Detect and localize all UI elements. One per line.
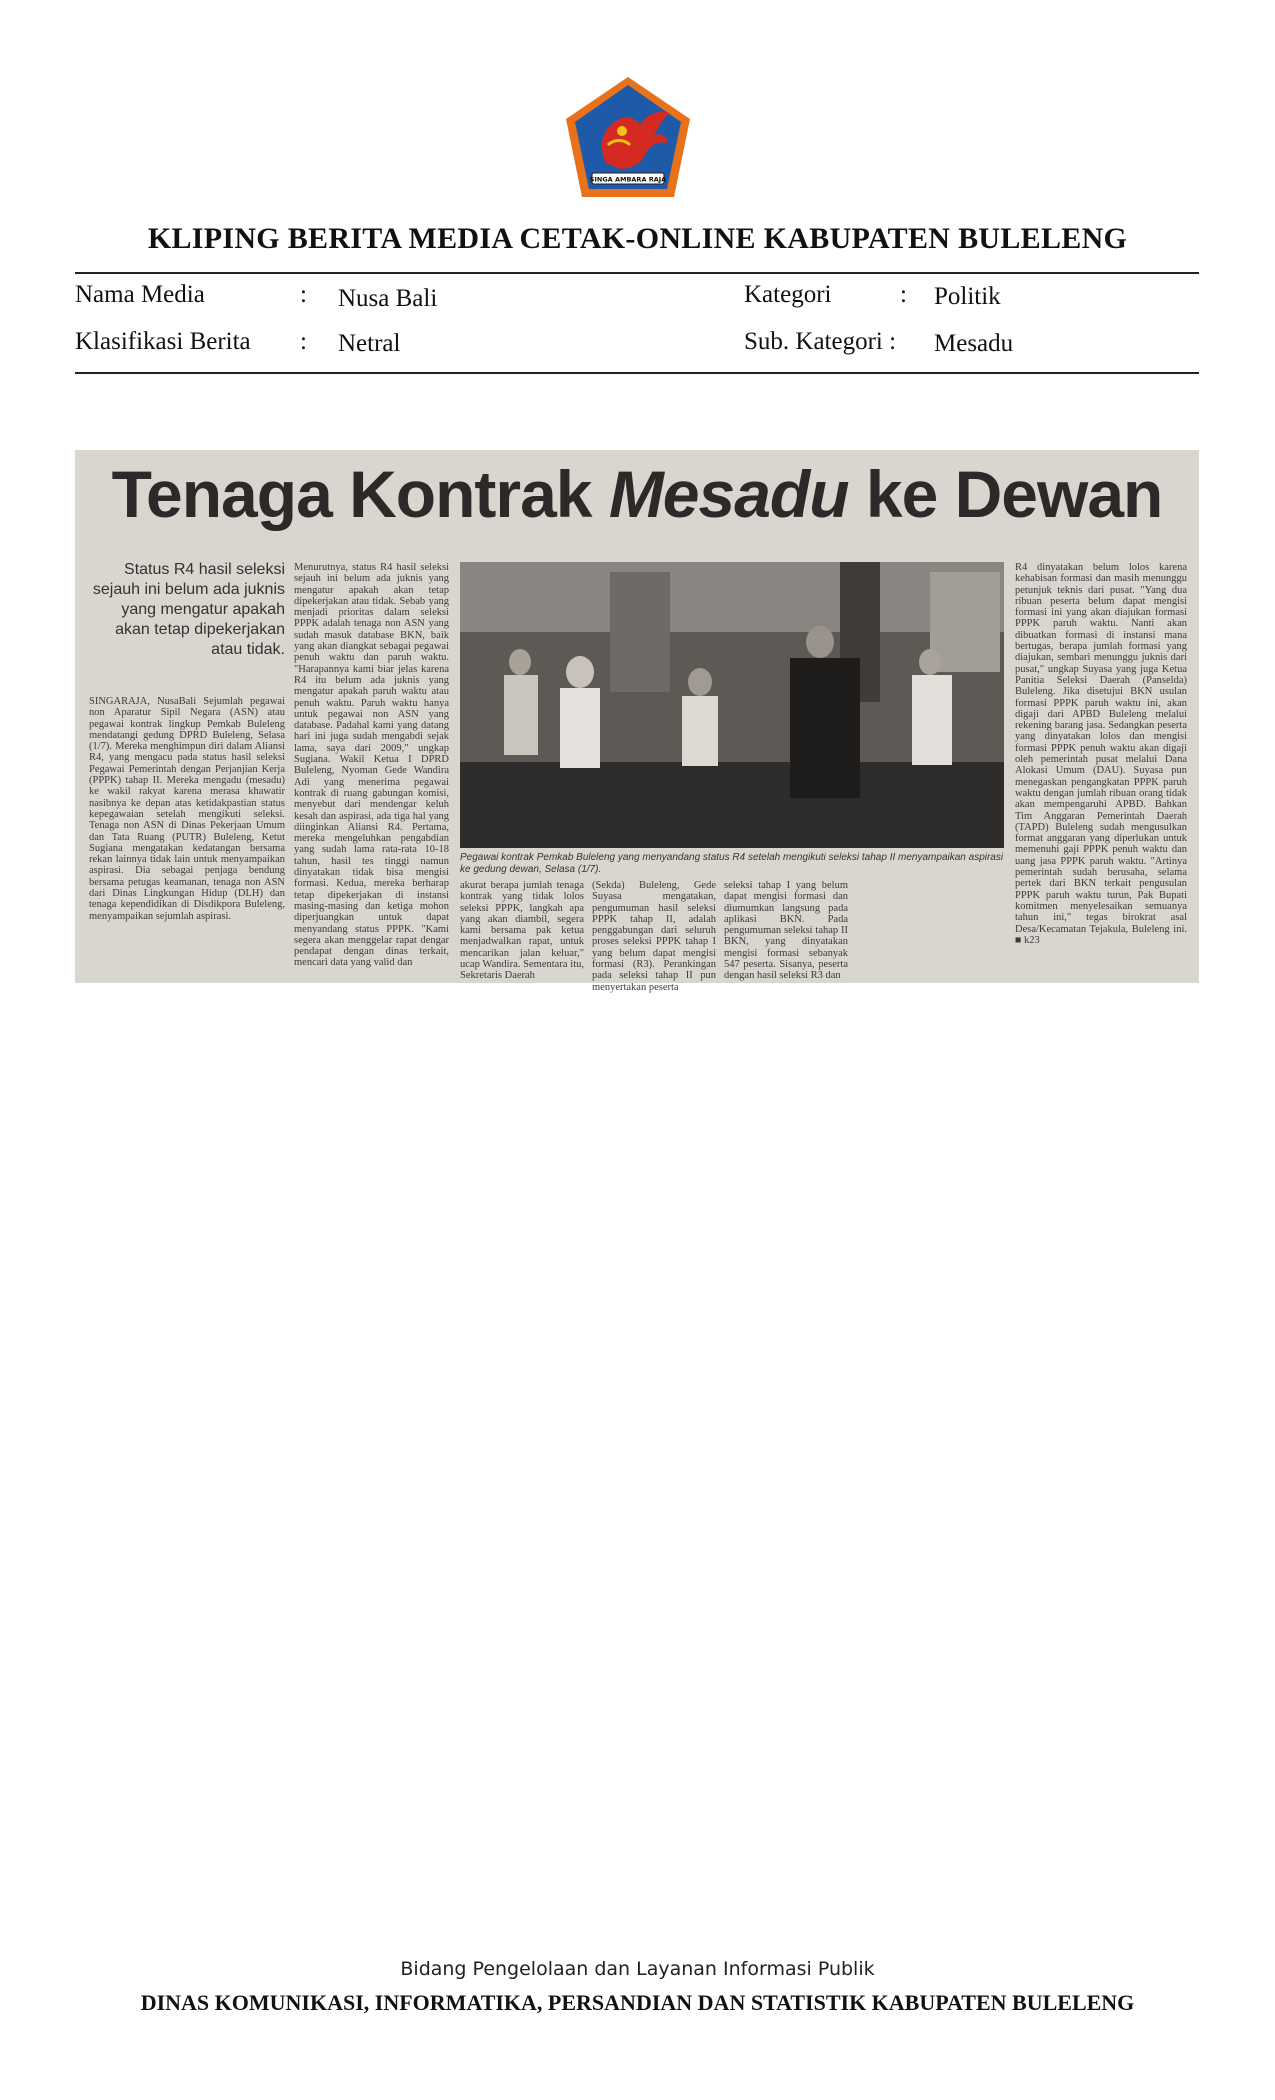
kategori-label: Kategori: [744, 281, 832, 308]
article-lede: Status R4 hasil seleksi sejauh ini belum ada juknis yang mengatur apakah akan tetap dipekerjakan atau tidak.: [92, 561, 285, 658]
footer-department: Bidang Pengelolaan dan Layanan Informasi Publik: [400, 1958, 875, 1980]
newspaper-clipping: [75, 450, 1199, 993]
divider-top: [75, 272, 1199, 274]
footer-agency: DINAS KOMUNIKASI, INFORMATIKA, PERSANDIAN DAN STATISTIK KABUPATEN BULELENG: [140, 1990, 1135, 2015]
divider-bottom: [75, 372, 1199, 374]
colon: :: [900, 281, 907, 308]
sub-kategori-value: Mesadu: [934, 330, 1014, 357]
sub-kategori-label: Sub. Kategori :: [744, 328, 897, 355]
article-column-5: seleksi tahap I yang belum dapat mengisi formasi dan diumumkan langsung pada aplikasi BKN. Pada pengumuman seleksi tahap II BKN, yang dinyatakan mengisi formasi sebanyak 547 peserta. Sisanya, peserta dengan hasil seleksi R3 dan: [724, 880, 848, 982]
article-column-2: Menurutnya, status R4 hasil seleksi sejauh ini belum ada juknis yang mengatur apakah akan tetap dipekerjakan atau tidak. Sebab yang menjadi prioritas dalam seleksi PPPK adalah tenaga non ASN yang sudah masuk database BKN, baik yang akan diangkat sebagai pegawai penuh waktu dan paruh waktu. "Harapannya kami biar jelas karena R4 itu belum ada juknis yang mengatur apakah paruh waktu atau penuh waktu. Paruh waktu hanya untuk pegawai non ASN yang database. Padahal kami yang datang hari ini juga sudah mengabdi sejak lama, saya dari 2009," ungkap Sugiana. Wakil Ketua I DPRD Buleleng, Nyoman Gede Wandira Adi yang menerima pegawai kontrak di ruang gabungan komisi, menyebut dari mendengar keluh kesah dan aspirasi, ada tiga hal yang diinginkan Aliansi R4. Pertama, mereka mengeluhkan pengabdian yang sudah lama rata-rata 10-18 tahun, hasil tes tinggi namun dinyatakan tidak bisa mengisi formasi. Kedua, mereka berharap tetap dipekerjakan di instansi masing-masing dan ketiga mohon diperjuangkan untuk dapat menyandang status PPPK. "Kami segera akan menggelar rapat dengar pendapat dengan dinas terkait, mencari data yang valid dan: [294, 562, 449, 969]
kabupaten-logo: [562, 75, 694, 199]
kategori-value: Politik: [934, 283, 1001, 310]
article-column-6: R4 dinyatakan belum lolos karena kehabisan formasi dan masih menunggu petunjuk teknis dari pusat. "Yang dua ribuan peserta belum dapat mengisi formasi ini yang akan diajukan formasi PPPK paruh waktu. Nanti akan dibuatkan formasi di instansi mana bertugas, berapa jumlah formasi yang diajukan, sembari menunggu juknis dari pusat," ungkap Suyasa yang juga Ketua Panitia Seleksi Daerah (Panselda) Buleleng. Jika disetujui BKN usulan formasi PPPK paruh waktu ini, akan digaji dari APBD Buleleng melalui rekening barang jasa. Sedangkan peserta yang dinyatakan lolos dan mengisi formasi PPPK penuh waktu akan digaji oleh pemerintah pusat melalui Dana Alokasi Umum (DAU). Suyasa pun menegaskan pengangkatan PPPK paruh waktu dengan jumlah ribuan orang tidak akan mempengaruhi APBD. Bahkan Tim Anggaran Pemerintah Daerah (TAPD) Buleleng sudah mengusulkan format anggaran yang diperlukan untuk memenuhi gaji PPPK penuh waktu dan uang jasa PPPK paruh waktu. "Artinya pemerintah sudah berusaha, selama pertek dari BKN terkait pengusulan PPPK paruh waktu turun, Pak Bupati komitmen menyelesaikan semuanya tahun ini," tegas birokrat asal Desa/Kecamatan Tejakula, Buleleng ini. ■ k23: [1015, 562, 1187, 946]
colon: :: [300, 281, 307, 308]
nama-media-value: Nusa Bali: [338, 285, 438, 312]
klasifikasi-value: Netral: [338, 330, 401, 357]
article-column-1: SINGARAJA, NusaBali Sejumlah pegawai non Aparatur Sipil Negara (ASN) atau pegawai kontrak lingkup Pemkab Buleleng mendatangi gedung DPRD Buleleng, Selasa (1/7). Mereka menghimpun diri dalam Aliansi R4, yang mengacu pada status hasil seleksi Pegawai Pemerintah dengan Perjanjian Kerja (PPPK) tahap II. Mereka mengadu (mesadu) ke wakil rakyat karena merasa khawatir nasibnya ke depan atas ketidakpastian status kepegawaian setelah mengikuti seleksi. Tenaga non ASN di Dinas Pekerjaan Umum dan Tata Ruang (PUTR) Buleleng, Ketut Sugiana mengatakan kedatangan bersama rekan lainnya tidak lain untuk menyampaikan aspirasi. Dia sebagai penjaga bendung bersama petugas keamanan, tenaga non ASN dari Dinas Lingkungan Hidup (DLH) dan tenaga kependidikan di Disdikpora Buleleng, menyampaikan sejumlah aspirasi.: [89, 696, 285, 922]
article-column-4: (Sekda) Buleleng, Gede Suyasa mengatakan, pengumuman hasil seleksi PPPK tahap II, adalah penggabungan dari seluruh proses seleksi PPPK tahap I yang belum dapat mengisi formasi (R3). Perankingan pada seleksi tahap II pun menyertakan peserta: [592, 880, 716, 993]
photo-caption: Pegawai kontrak Pemkab Buleleng yang menyandang status R4 setelah mengikuti seleksi tahap II menyampaikan aspirasi ke gedung dewan, Selasa (1/7).: [460, 852, 1004, 875]
colon: :: [300, 328, 307, 355]
article-photo: [460, 562, 1004, 848]
klasifikasi-label: Klasifikasi Berita: [75, 328, 251, 355]
article-headline: Tenaga Kontrak Mesadu ke Dewan: [111, 457, 1163, 531]
svg-text:SINGA AMBARA RAJA: SINGA AMBARA RAJA: [589, 175, 667, 184]
article-column-3: akurat berapa jumlah tenaga kontrak yang tidak lolos seleksi PPPK, langkah apa yang akan diambil, segera kami bersama pak ketua menjadwalkan rapat, untuk mencarikan jalan keluar," ucap Wandira. Sementara itu, Sekretaris Daerah: [460, 880, 584, 982]
nama-media-label: Nama Media: [75, 281, 205, 308]
page-title: KLIPING BERITA MEDIA CETAK-ONLINE KABUPATEN BULELENG: [147, 222, 1128, 255]
